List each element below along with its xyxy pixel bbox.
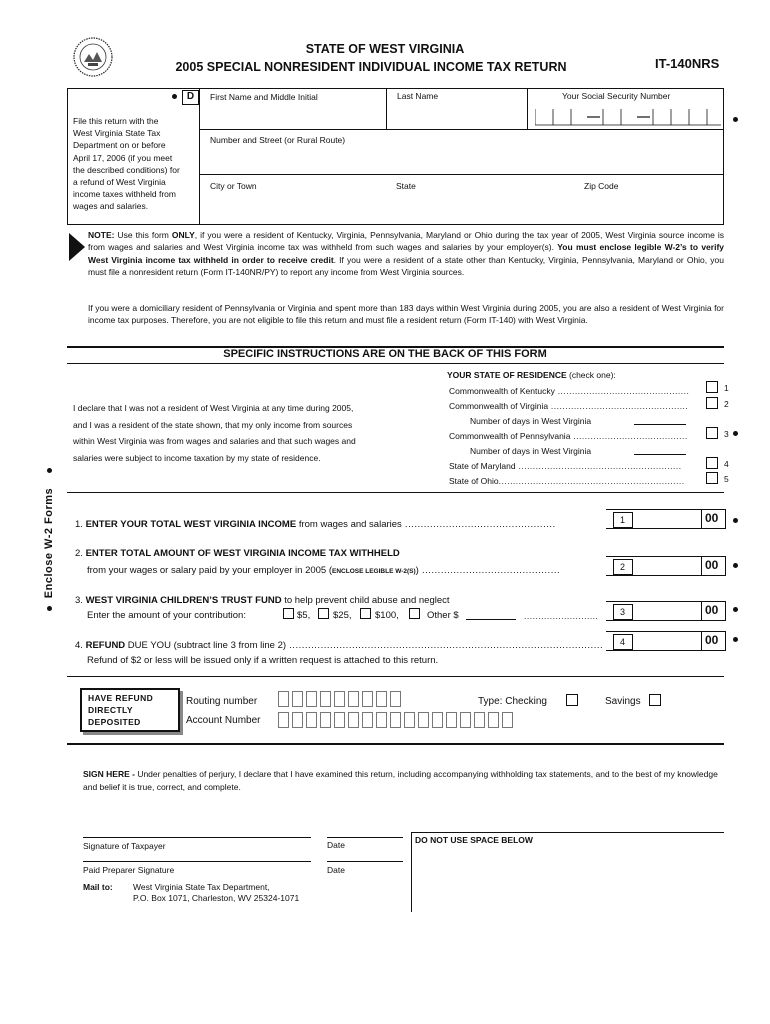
line-4-label: 4. REFUND DUE YOU (subtract line 3 from line 2) .................................................................................................... bbox=[75, 640, 604, 651]
ssn-label: Your Social Security Number bbox=[562, 91, 671, 101]
city-field[interactable] bbox=[202, 194, 390, 222]
do-not-use-area-label: DO NOT USE SPACE BELOW bbox=[415, 835, 533, 845]
routing-label: Routing number bbox=[186, 696, 258, 707]
residence-declaration: I declare that I was not a resident of West Virginia at any time during 2005, and I was a resident of the state shown, that my only income from sources within West Virginia was from wages and salaries and that such wages and salaries were subject to income taxation by my state of residence. bbox=[73, 403, 356, 463]
zip-label: Zip Code bbox=[584, 181, 619, 191]
mailing-address: West Virginia State Tax Department, P.O. Box 1071, Charleston, WV 25324-1071 bbox=[133, 882, 300, 903]
option-4-num: 4 bbox=[724, 459, 729, 469]
line-4-sublabel: Refund of $2 or less will be issued only if a written request is attached to this return. bbox=[87, 655, 439, 666]
pennsylvania-checkbox[interactable] bbox=[706, 427, 718, 439]
note-arrow-icon bbox=[69, 233, 85, 261]
taxpayer-signature-label: Signature of Taxpayer bbox=[83, 841, 166, 851]
contribution-5-label: $5, bbox=[297, 610, 311, 621]
option-2-num: 2 bbox=[724, 399, 729, 409]
contribution-other-checkbox[interactable] bbox=[409, 608, 420, 619]
contribution-25-checkbox[interactable] bbox=[318, 608, 329, 619]
line-1-amount[interactable]: 00 bbox=[606, 509, 726, 529]
option-virginia: Commonwealth of Virginia ................................................ bbox=[449, 401, 689, 411]
city-label: City or Town bbox=[210, 181, 257, 191]
contribution-other-label: Other $ bbox=[427, 610, 459, 621]
option-kentucky: Commonwealth of Kentucky .............................................. bbox=[449, 386, 690, 396]
contribution-5-checkbox[interactable] bbox=[283, 608, 294, 619]
line-2-sublabel: from your wages or salary paid by your employer in 2005 (ENCLOSE LEGIBLE W-2(S)) ............................................ bbox=[87, 565, 561, 576]
va-days-field[interactable] bbox=[634, 424, 686, 425]
kentucky-checkbox[interactable] bbox=[706, 381, 718, 393]
taxpayer-date-label: Date bbox=[327, 840, 345, 850]
preparer-date-field[interactable] bbox=[327, 861, 403, 862]
contribution-other-field[interactable] bbox=[466, 619, 516, 620]
line-2-label: 2. ENTER TOTAL AMOUNT OF WEST VIRGINIA INCOME TAX WITHHELD bbox=[75, 548, 400, 559]
form-id: IT-140NRS bbox=[655, 56, 720, 71]
line-3-label: 3. WEST VIRGINIA CHILDREN’S TRUST FUND to help prevent child abuse and neglect bbox=[75, 595, 450, 606]
d-indicator: D bbox=[182, 90, 199, 105]
taxpayer-date-field[interactable] bbox=[327, 837, 403, 838]
savings-checkbox[interactable] bbox=[649, 694, 661, 706]
form-title: STATE OF WEST VIRGINIA bbox=[305, 42, 465, 56]
sign-here-statement: SIGN HERE - Under penalties of perjury, I declare that I have examined this return, including accompanying withholding tax statements, and to the best of my knowledge and belief it is true, correct, and complete. bbox=[83, 769, 718, 792]
savings-label: Savings bbox=[605, 696, 641, 707]
ohio-checkbox[interactable] bbox=[706, 472, 718, 484]
filing-instructions: File this return with the West Virginia State Tax Department on or before April 17, 2006 (if you meet the described conditions) for a refund of West Virginia income taxes withheld from wages and salaries. bbox=[73, 116, 180, 212]
line-3-amount[interactable]: 00 bbox=[606, 601, 726, 621]
account-type-label: Type: Checking bbox=[478, 696, 547, 707]
first-name-field[interactable] bbox=[202, 104, 384, 126]
last-name-field[interactable] bbox=[389, 104, 525, 126]
last-name-label: Last Name bbox=[397, 91, 439, 101]
option-ohio: State of Ohio................................................................. bbox=[449, 476, 685, 486]
street-label: Number and Street (or Rural Route) bbox=[210, 135, 346, 145]
virginia-checkbox[interactable] bbox=[706, 397, 718, 409]
pa-days-label: Number of days in West Virginia bbox=[470, 446, 592, 456]
contribution-25-label: $25, bbox=[333, 610, 352, 621]
line-2-amount[interactable]: 00 bbox=[606, 556, 726, 576]
option-pennsylvania: Commonwealth of Pennsylvania ........................................ bbox=[449, 431, 688, 441]
form-subtitle: 2005 SPECIAL NONRESIDENT INDIVIDUAL INCOME TAX RETURN bbox=[175, 60, 567, 74]
maryland-checkbox[interactable] bbox=[706, 457, 718, 469]
preparer-date-label: Date bbox=[327, 865, 345, 875]
first-name-label: First Name and Middle Initial bbox=[210, 92, 318, 102]
domicile-paragraph: If you were a domiciliary resident of Pennsylvania or Virginia and spent more than 183 days within West Virginia during 2005, you are also a resident of West Virginia for income tax purposes. Therefore, you are not eligible to file this return and must file a resident return (Form IT-140) with West Virginia. bbox=[88, 303, 724, 326]
preparer-signature-field[interactable] bbox=[83, 861, 311, 862]
pa-days-field[interactable] bbox=[634, 454, 686, 455]
zip-field[interactable] bbox=[580, 194, 720, 222]
mail-to-label: Mail to: bbox=[83, 882, 113, 892]
account-number-field[interactable] bbox=[278, 712, 516, 730]
direct-deposit-badge: HAVE REFUND DIRECTLY DEPOSITED bbox=[80, 688, 180, 732]
street-field[interactable] bbox=[202, 148, 722, 172]
line-2-box-number: 2 bbox=[613, 559, 633, 575]
option-5-num: 5 bbox=[724, 474, 729, 484]
checking-checkbox[interactable] bbox=[566, 694, 578, 706]
option-maryland: State of Maryland ......................................................... bbox=[449, 461, 682, 471]
state-label: State bbox=[396, 181, 416, 191]
contribution-100-checkbox[interactable] bbox=[360, 608, 371, 619]
routing-number-field[interactable] bbox=[278, 691, 404, 709]
contribution-100-label: $100, bbox=[375, 610, 399, 621]
residence-heading: YOUR STATE OF RESIDENCE (check one): bbox=[447, 370, 616, 380]
taxpayer-signature-field[interactable] bbox=[83, 837, 311, 838]
preparer-signature-label: Paid Preparer Signature bbox=[83, 865, 175, 875]
option-3-num: 3 bbox=[724, 429, 729, 439]
note-paragraph: NOTE: Use this form ONLY, if you were a resident of Kentucky, Virginia, Pennsylvania, Maryland or Ohio during the tax year of 2005, West Virginia source income is from wages and salaries and West Virginia income tax was withheld from such wages and salaries by your employer(s). You must enclose legible W-2’s to verify West Virginia income tax withheld in order to receive credit. If you were a resident of a state other than Kentucky, Virginia, Pennsylvania, Maryland or Ohio, you must file a nonresident return (Form IT-140NR/PY) to report any income from West Virginia sources. bbox=[88, 230, 724, 277]
line-4-box-number: 4 bbox=[613, 634, 633, 650]
option-1-num: 1 bbox=[724, 383, 729, 393]
specific-instructions-banner: SPECIFIC INSTRUCTIONS ARE ON THE BACK OF THIS FORM bbox=[223, 348, 547, 360]
line-4-amount[interactable]: 00 bbox=[606, 631, 726, 651]
line-1-label: 1. ENTER YOUR TOTAL WEST VIRGINIA INCOME from wages and salaries ................................................ bbox=[75, 519, 556, 530]
account-label: Account Number bbox=[186, 715, 261, 726]
line-3-sublabel: Enter the amount of your contribution: bbox=[87, 610, 246, 621]
state-field[interactable] bbox=[394, 194, 574, 222]
line-3-box-number: 3 bbox=[613, 604, 633, 620]
va-days-label: Number of days in West Virginia bbox=[470, 416, 592, 426]
ssn-field[interactable] bbox=[535, 105, 721, 126]
line-1-box-number: 1 bbox=[613, 512, 633, 528]
